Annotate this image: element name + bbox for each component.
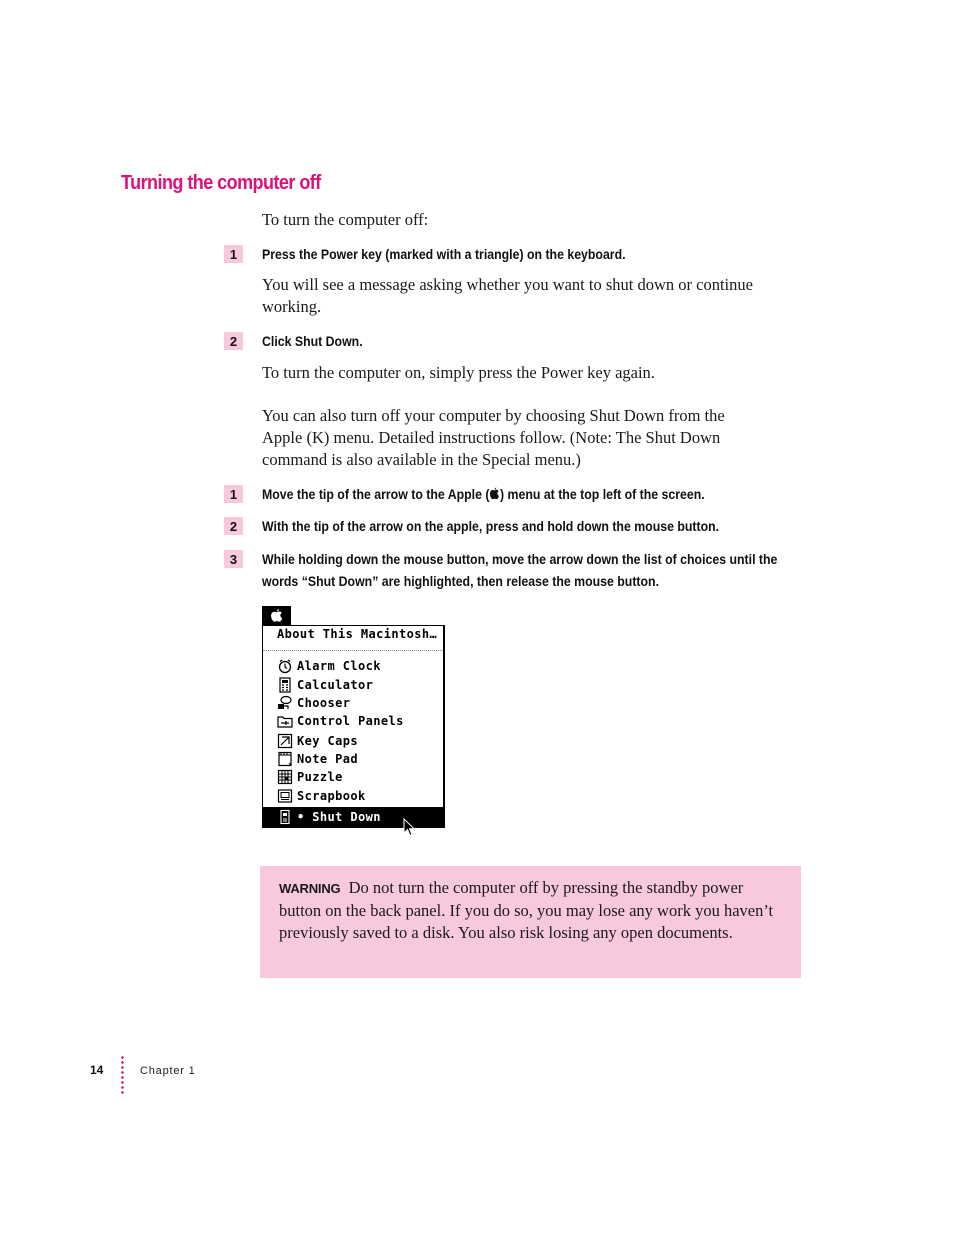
menu-item-key-caps[interactable] bbox=[263, 732, 443, 750]
apple-logo-icon bbox=[270, 608, 283, 623]
menu-item-puzzle[interactable] bbox=[263, 768, 443, 786]
chooser-icon bbox=[277, 695, 293, 711]
step-text-part: ) menu at the top left of the screen. bbox=[500, 486, 705, 502]
menu-item-label: • Shut Down bbox=[297, 809, 381, 824]
menu-item-calculator[interactable] bbox=[263, 676, 443, 694]
chapter-label: Chapter 1 bbox=[140, 1065, 196, 1077]
page-number: 14 bbox=[90, 1063, 104, 1077]
menu-item-about[interactable]: About This Macintosh… bbox=[277, 627, 438, 641]
step-text-part: Move the tip of the arrow to the Apple ( bbox=[262, 486, 490, 502]
step-number-badge: 1 bbox=[224, 245, 243, 263]
alternative-paragraph: You can also turn off your computer by choosing Shut Down from the Apple (K) menu. Detailed instructions follow. (Note: The Shut Down command is also available in the Special menu.) bbox=[262, 406, 725, 469]
menu-item-label: Puzzle bbox=[297, 770, 343, 784]
mouse-pointer-icon bbox=[403, 818, 415, 837]
section-title: Turning the computer off bbox=[121, 172, 321, 194]
warning-body: Do not turn the computer off by pressing the standby power button on the back panel. If you do so, you may lose any work you haven’t previously saved to a disk. You also risk losing any open documents. bbox=[279, 878, 774, 942]
step-number-badge: 1 bbox=[224, 485, 243, 503]
menu-item-chooser[interactable] bbox=[263, 694, 443, 712]
menu-item-label: Calculator bbox=[297, 678, 374, 692]
intro-text: To turn the computer off: bbox=[262, 210, 429, 229]
apple-menu-dropdown bbox=[262, 625, 445, 828]
step-explanation: You will see a message asking whether you want to shut down or continue working. bbox=[262, 275, 753, 316]
menu-item-label: Note Pad bbox=[297, 752, 358, 766]
step-instruction: While holding down the mouse button, move the arrow down the list of choices until the words “Shut Down” are highlighted, then release the mouse button. bbox=[262, 551, 778, 589]
key-caps-icon bbox=[277, 733, 293, 749]
warning-text bbox=[279, 877, 784, 944]
menu-item-label: Chooser bbox=[297, 696, 351, 710]
scrapbook-icon bbox=[277, 788, 293, 804]
alarm-clock-icon bbox=[277, 658, 293, 674]
calculator-icon bbox=[277, 677, 293, 693]
note-pad-icon bbox=[277, 751, 293, 767]
step-instruction: Press the Power key (marked with a triangle) on the keyboard. bbox=[262, 246, 626, 262]
warning-box bbox=[260, 866, 801, 978]
step-instruction: With the tip of the arrow on the apple, press and hold down the mouse button. bbox=[262, 518, 720, 534]
step-number-badge: 2 bbox=[224, 517, 243, 535]
step-instruction bbox=[262, 483, 825, 505]
menu-item-alarm-clock[interactable] bbox=[263, 657, 443, 675]
step-number-badge: 2 bbox=[224, 332, 243, 350]
menu-divider bbox=[263, 650, 443, 651]
puzzle-icon bbox=[277, 769, 293, 785]
control-panels-icon bbox=[277, 713, 293, 729]
apple-menu-title[interactable] bbox=[262, 606, 291, 626]
step-instruction: Click Shut Down. bbox=[262, 333, 363, 349]
footer-dotted-rule bbox=[121, 1055, 124, 1095]
menu-item-label: Alarm Clock bbox=[297, 659, 381, 673]
menu-item-shut-down[interactable] bbox=[263, 807, 443, 826]
shut-down-icon bbox=[277, 809, 293, 825]
menu-item-label: Scrapbook bbox=[297, 789, 366, 803]
apple-logo-icon bbox=[489, 487, 500, 500]
menu-item-label: Control Panels bbox=[297, 714, 404, 728]
turn-on-paragraph: To turn the computer on, simply press the Power key again. bbox=[262, 363, 655, 382]
step-number-badge: 3 bbox=[224, 550, 243, 568]
warning-label: WARNING bbox=[279, 881, 341, 896]
menu-item-label: Key Caps bbox=[297, 734, 358, 748]
menu-item-note-pad[interactable] bbox=[263, 750, 443, 768]
menu-item-control-panels[interactable] bbox=[263, 712, 443, 730]
menu-item-scrapbook[interactable] bbox=[263, 787, 443, 805]
